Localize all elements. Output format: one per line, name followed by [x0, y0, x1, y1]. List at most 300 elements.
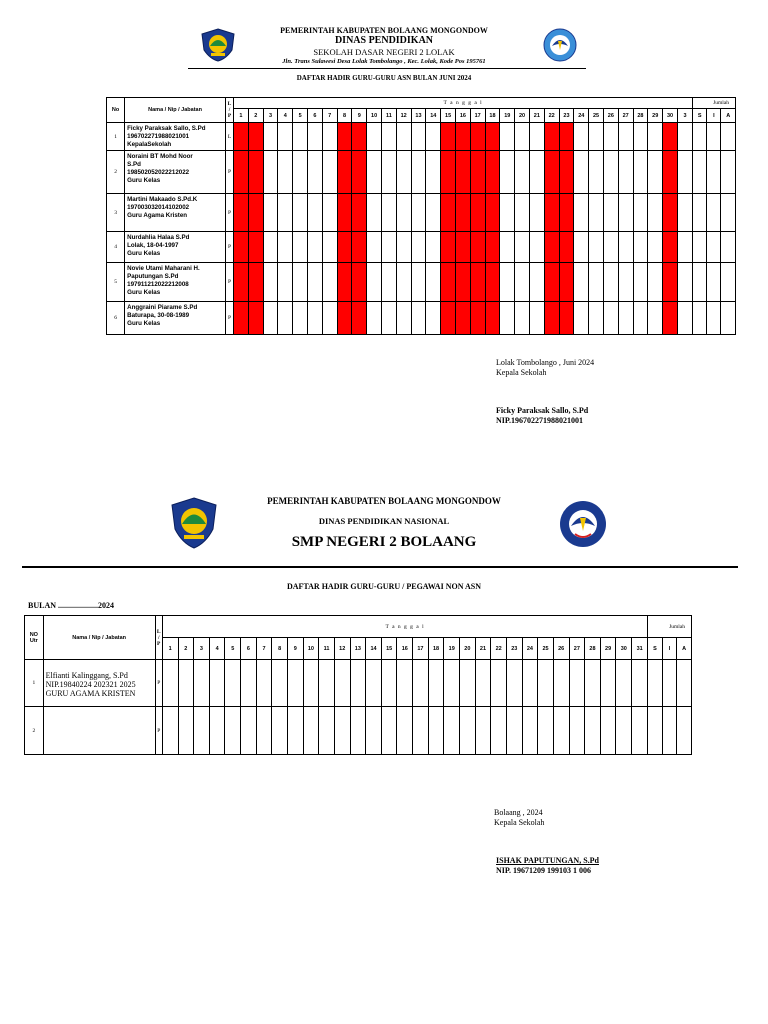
row-name	[125, 263, 226, 302]
attendance-cell	[600, 707, 616, 755]
doc1-title: DAFTAR HADIR GURU-GURU ASN BULAN JUNI 2024	[296, 74, 472, 82]
attendance-cell	[618, 194, 633, 232]
row-name-line: 196702271988021001	[127, 133, 190, 140]
day-header: 26	[553, 638, 569, 660]
attendance-cell	[569, 707, 585, 755]
holiday-cell	[485, 263, 500, 302]
attendance-cell	[293, 151, 308, 194]
jumlah-cell	[693, 151, 707, 194]
table-row	[107, 232, 736, 263]
holiday-cell	[559, 123, 574, 151]
attendance-cell	[522, 660, 538, 707]
attendance-cell	[574, 232, 589, 263]
day-header: 4	[209, 638, 225, 660]
attendance-cell	[350, 660, 366, 707]
attendance-cell	[241, 707, 257, 755]
header-lp-1: /	[157, 634, 160, 641]
holiday-cell	[663, 302, 678, 335]
row-name	[125, 232, 226, 263]
day-header: 16	[397, 638, 413, 660]
header-no: No	[107, 98, 125, 123]
attendance-cell	[382, 194, 397, 232]
attendance-cell	[194, 660, 210, 707]
row-name-line: Lolak, 18-04-1997	[127, 242, 179, 249]
row-name-line: Guru Kelas	[127, 177, 161, 184]
day-header: 8	[337, 109, 352, 123]
header-name: Nama / Nip / Jabatan	[125, 98, 226, 123]
attendance-cell	[515, 263, 530, 302]
row-name	[43, 660, 155, 707]
holiday-cell	[337, 263, 352, 302]
day-header: 26	[603, 109, 618, 123]
header-name: Nama / Nip / Jabatan	[43, 616, 155, 660]
attendance-cell	[241, 660, 257, 707]
holiday-cell	[441, 194, 456, 232]
attendance-cell	[618, 123, 633, 151]
jumlah-cell	[707, 302, 721, 335]
row-name-line: 198502052022212022	[127, 169, 190, 176]
day-header: 14	[366, 638, 382, 660]
signature-block-1	[496, 358, 594, 378]
attendance-cell	[382, 123, 397, 151]
row-name-line: Martini Makaado S.Pd.K	[127, 196, 198, 203]
attendance-cell	[272, 660, 288, 707]
attendance-cell	[529, 263, 544, 302]
signer-block-2	[496, 856, 599, 876]
attendance-cell	[194, 707, 210, 755]
attendance-cell	[350, 707, 366, 755]
table-row	[25, 660, 692, 707]
attendance-cell	[366, 707, 382, 755]
day-header: 22	[491, 638, 507, 660]
holiday-cell	[352, 302, 367, 335]
day-header: 23	[559, 109, 574, 123]
attendance-cell	[618, 151, 633, 194]
holiday-cell	[234, 123, 249, 151]
row-name	[125, 302, 226, 335]
attendance-cell	[396, 123, 411, 151]
attendance-cell	[515, 302, 530, 335]
holiday-cell	[234, 194, 249, 232]
signer-nip: NIP. 19671209 199103 1 006	[496, 866, 592, 875]
attendance-cell	[515, 123, 530, 151]
attendance-cell	[589, 263, 604, 302]
header-address: Jln. Trans Sulawesi Desa Lolak Tombolango , Kec. Lolak, Kode Pos 195761	[282, 58, 486, 65]
header-line-1: PEMERINTAH KABUPATEN BOLAANG MONGONDOW	[280, 26, 488, 35]
attendance-cell	[209, 707, 225, 755]
row-name-line: Anggraini Piarame S.Pd	[127, 304, 198, 311]
attendance-cell	[529, 232, 544, 263]
holiday-cell	[455, 302, 470, 335]
holiday-cell	[352, 263, 367, 302]
attendance-cell	[322, 123, 337, 151]
attendance-cell	[444, 707, 460, 755]
row-name-line: Paputungan S.Pd	[127, 273, 179, 280]
row-name-line: NIP.19840224 202321 2025	[45, 679, 136, 689]
holiday-cell	[248, 151, 263, 194]
attendance-cell	[633, 232, 648, 263]
holiday-cell	[441, 302, 456, 335]
attendance-cell	[538, 707, 554, 755]
day-header: 16	[455, 109, 470, 123]
attendance-cell	[677, 232, 692, 263]
attendance-cell	[633, 302, 648, 335]
jumlah-cell	[648, 660, 663, 707]
day-header: 14	[426, 109, 441, 123]
header-lp	[155, 616, 162, 660]
attendance-cell	[460, 707, 476, 755]
attendance-cell	[574, 263, 589, 302]
day-header: 22	[544, 109, 559, 123]
attendance-cell	[603, 151, 618, 194]
holiday-cell	[455, 194, 470, 232]
jumlah-cell	[693, 232, 707, 263]
holiday-cell	[470, 302, 485, 335]
header-jumlah: Jumlah	[648, 616, 692, 638]
day-header: 12	[396, 109, 411, 123]
attendance-cell	[603, 123, 618, 151]
day-header: 29	[648, 109, 663, 123]
attendance-cell	[529, 123, 544, 151]
day-header: 6	[241, 638, 257, 660]
attendance-cell	[411, 151, 426, 194]
holiday-cell	[544, 123, 559, 151]
attendance-cell	[428, 707, 444, 755]
row-name-line: Nurdahlia Halaa S.Pd	[127, 234, 190, 241]
day-header: 15	[381, 638, 397, 660]
day-header: 27	[569, 638, 585, 660]
tut-wuri-handayani-icon	[543, 28, 577, 62]
holiday-cell	[663, 123, 678, 151]
attendance-cell	[278, 302, 293, 335]
row-number: 3	[107, 194, 125, 232]
attendance-cell	[426, 302, 441, 335]
holiday-cell	[337, 232, 352, 263]
attendance-cell	[396, 232, 411, 263]
attendance-cell	[396, 302, 411, 335]
attendance-cell	[648, 123, 663, 151]
attendance-cell	[411, 194, 426, 232]
day-header: 4	[278, 109, 293, 123]
jumlah-cell	[693, 302, 707, 335]
header-lp-0: L	[156, 628, 161, 635]
jumlah-header: A	[721, 109, 736, 123]
holiday-cell	[248, 302, 263, 335]
row-name-line: 197911212022212008	[127, 281, 189, 288]
attendance-cell	[491, 660, 507, 707]
day-header: 2	[248, 109, 263, 123]
row-gender: P	[225, 263, 233, 302]
attendance-cell	[322, 302, 337, 335]
attendance-table-asn	[106, 97, 736, 335]
holiday-cell	[337, 194, 352, 232]
holiday-cell	[544, 194, 559, 232]
attendance-cell	[411, 302, 426, 335]
row-number: 1	[107, 123, 125, 151]
holiday-cell	[234, 151, 249, 194]
row-gender: P	[155, 660, 162, 707]
attendance-cell	[475, 707, 491, 755]
day-header: 17	[413, 638, 429, 660]
day-header: 18	[428, 638, 444, 660]
jumlah-cell	[721, 123, 736, 151]
attendance-cell	[426, 232, 441, 263]
attendance-cell	[411, 263, 426, 302]
attendance-cell	[648, 232, 663, 263]
attendance-cell	[287, 660, 303, 707]
day-header: 9	[352, 109, 367, 123]
row-name-line: Guru Kelas	[127, 250, 161, 257]
holiday-cell	[248, 232, 263, 263]
day-header: 13	[411, 109, 426, 123]
jumlah-header: I	[707, 109, 721, 123]
attendance-cell	[585, 660, 601, 707]
holiday-cell	[485, 194, 500, 232]
day-header: 29	[600, 638, 616, 660]
row-gender: P	[225, 151, 233, 194]
attendance-cell	[426, 123, 441, 151]
holiday-cell	[544, 232, 559, 263]
attendance-cell	[633, 123, 648, 151]
table-row	[107, 302, 736, 335]
holiday-cell	[337, 151, 352, 194]
attendance-cell	[677, 151, 692, 194]
attendance-cell	[381, 707, 397, 755]
attendance-cell	[278, 194, 293, 232]
attendance-cell	[308, 302, 323, 335]
attendance-cell	[303, 660, 319, 707]
holiday-cell	[485, 232, 500, 263]
header-line-1: PEMERINTAH KABUPATEN BOLAANG MONGONDOW	[267, 496, 501, 506]
signer-nip: NIP.196702271988021001	[496, 416, 584, 425]
attendance-cell	[426, 151, 441, 194]
day-header: 21	[529, 109, 544, 123]
regency-emblem-icon	[170, 497, 218, 549]
place-date: Lolak Tombolango , Juni 2024	[496, 358, 595, 367]
attendance-cell	[426, 263, 441, 302]
holiday-cell	[455, 263, 470, 302]
attendance-cell	[367, 263, 382, 302]
header-line-2: DINAS PENDIDIKAN NASIONAL	[318, 516, 450, 526]
day-header: 21	[475, 638, 491, 660]
attendance-cell	[506, 660, 522, 707]
attendance-cell	[225, 660, 241, 707]
jumlah-header: A	[677, 638, 692, 660]
attendance-cell	[411, 232, 426, 263]
header-lp-1: /	[228, 107, 231, 113]
header-no	[25, 616, 44, 660]
header-lp-2: P	[157, 640, 161, 647]
day-header: 7	[322, 109, 337, 123]
day-header: 30	[663, 109, 678, 123]
attendance-cell	[287, 707, 303, 755]
attendance-cell	[633, 194, 648, 232]
day-header: 28	[633, 109, 648, 123]
attendance-cell	[308, 123, 323, 151]
attendance-cell	[633, 151, 648, 194]
jumlah-cell	[693, 123, 707, 151]
signature-block-2	[494, 808, 544, 828]
jumlah-cell	[693, 263, 707, 302]
row-name	[125, 151, 226, 194]
attendance-cell	[500, 263, 515, 302]
table-row	[25, 707, 692, 755]
attendance-cell	[319, 660, 335, 707]
attendance-cell	[538, 660, 554, 707]
jumlah-cell	[721, 194, 736, 232]
holiday-cell	[470, 194, 485, 232]
header-no-top: NO	[29, 631, 38, 638]
attendance-cell	[411, 123, 426, 151]
tut-wuri-handayani-icon	[559, 500, 607, 548]
attendance-cell	[603, 194, 618, 232]
attendance-cell	[382, 263, 397, 302]
row-number: 4	[107, 232, 125, 263]
day-header: 13	[350, 638, 366, 660]
attendance-cell	[500, 232, 515, 263]
jumlah-cell	[662, 707, 677, 755]
day-header: 25	[589, 109, 604, 123]
attendance-cell	[529, 151, 544, 194]
jumlah-cell	[648, 707, 663, 755]
holiday-cell	[470, 123, 485, 151]
header-divider	[188, 68, 586, 69]
row-number: 5	[107, 263, 125, 302]
jumlah-cell	[707, 151, 721, 194]
table-row	[107, 263, 736, 302]
header-tanggal: T a n g g a l	[162, 616, 647, 638]
row-gender: P	[225, 194, 233, 232]
attendance-cell	[574, 302, 589, 335]
attendance-cell	[263, 123, 278, 151]
row-gender: P	[225, 232, 233, 263]
attendance-cell	[322, 194, 337, 232]
day-header: 10	[367, 109, 382, 123]
day-header: 20	[515, 109, 530, 123]
row-name	[43, 707, 155, 755]
row-gender: P	[155, 707, 162, 755]
row-name	[125, 123, 226, 151]
attendance-cell	[616, 707, 632, 755]
attendance-cell	[618, 263, 633, 302]
holiday-cell	[485, 151, 500, 194]
jumlah-cell	[662, 660, 677, 707]
day-header: 31	[632, 638, 648, 660]
attendance-cell	[256, 660, 272, 707]
jumlah-cell	[693, 194, 707, 232]
holiday-cell	[485, 302, 500, 335]
holiday-cell	[352, 151, 367, 194]
jumlah-cell	[721, 232, 736, 263]
day-header: 5	[225, 638, 241, 660]
attendance-cell	[367, 123, 382, 151]
table-row	[107, 151, 736, 194]
attendance-cell	[225, 707, 241, 755]
header-tanggal: T a n g g a l	[234, 98, 693, 109]
jumlah-cell	[707, 263, 721, 302]
attendance-cell	[382, 151, 397, 194]
attendance-cell	[522, 707, 538, 755]
header-lp-2: P	[227, 113, 232, 119]
jumlah-cell	[707, 194, 721, 232]
attendance-cell	[178, 707, 194, 755]
attendance-cell	[256, 707, 272, 755]
attendance-cell	[334, 660, 350, 707]
row-number: 2	[107, 151, 125, 194]
attendance-cell	[589, 194, 604, 232]
header-no-bottom: Utr	[29, 637, 38, 644]
holiday-cell	[663, 194, 678, 232]
bulan-label: BULAN ....................2024	[28, 601, 115, 610]
attendance-cell	[648, 194, 663, 232]
attendance-cell	[585, 707, 601, 755]
row-name-line: KepalaSekolah	[127, 141, 172, 148]
attendance-cell	[272, 707, 288, 755]
day-header: 19	[500, 109, 515, 123]
attendance-cell	[178, 660, 194, 707]
header-line-3: SEKOLAH DASAR NEGERI 2 LOLAK	[313, 47, 455, 57]
header-lp	[225, 98, 233, 123]
day-header: 9	[287, 638, 303, 660]
attendance-cell	[632, 707, 648, 755]
holiday-cell	[352, 232, 367, 263]
attendance-cell	[677, 194, 692, 232]
day-header: 3	[194, 638, 210, 660]
attendance-cell	[444, 660, 460, 707]
header-line-2: DINAS PENDIDIKAN	[334, 35, 434, 46]
day-header: 1	[234, 109, 249, 123]
attendance-cell	[600, 660, 616, 707]
attendance-cell	[500, 123, 515, 151]
attendance-cell	[381, 660, 397, 707]
day-header: 28	[585, 638, 601, 660]
holiday-cell	[352, 123, 367, 151]
attendance-cell	[648, 151, 663, 194]
attendance-cell	[574, 151, 589, 194]
holiday-cell	[470, 232, 485, 263]
holiday-cell	[455, 151, 470, 194]
holiday-cell	[559, 194, 574, 232]
row-name-line: Guru Kelas	[127, 320, 161, 327]
attendance-cell	[500, 151, 515, 194]
day-header: 8	[272, 638, 288, 660]
jumlah-cell	[677, 660, 692, 707]
day-header: 5	[293, 109, 308, 123]
attendance-cell	[589, 302, 604, 335]
attendance-cell	[460, 660, 476, 707]
holiday-cell	[337, 123, 352, 151]
attendance-cell	[263, 302, 278, 335]
holiday-cell	[441, 151, 456, 194]
day-header: 19	[444, 638, 460, 660]
holiday-cell	[544, 302, 559, 335]
signer-block-1	[496, 406, 588, 426]
signer-name: Ficky Paraksak Sallo, S.Pd	[496, 406, 589, 415]
day-header: 3	[677, 109, 692, 123]
row-name-line: Noraini BT Mohd Noor	[127, 153, 193, 160]
attendance-cell	[677, 123, 692, 151]
attendance-cell	[334, 707, 350, 755]
row-name-line: S.Pd	[127, 161, 141, 168]
attendance-cell	[319, 707, 335, 755]
table-row	[107, 123, 736, 151]
holiday-cell	[234, 232, 249, 263]
attendance-cell	[618, 232, 633, 263]
attendance-cell	[162, 660, 178, 707]
attendance-cell	[648, 263, 663, 302]
holiday-cell	[248, 263, 263, 302]
attendance-cell	[293, 123, 308, 151]
